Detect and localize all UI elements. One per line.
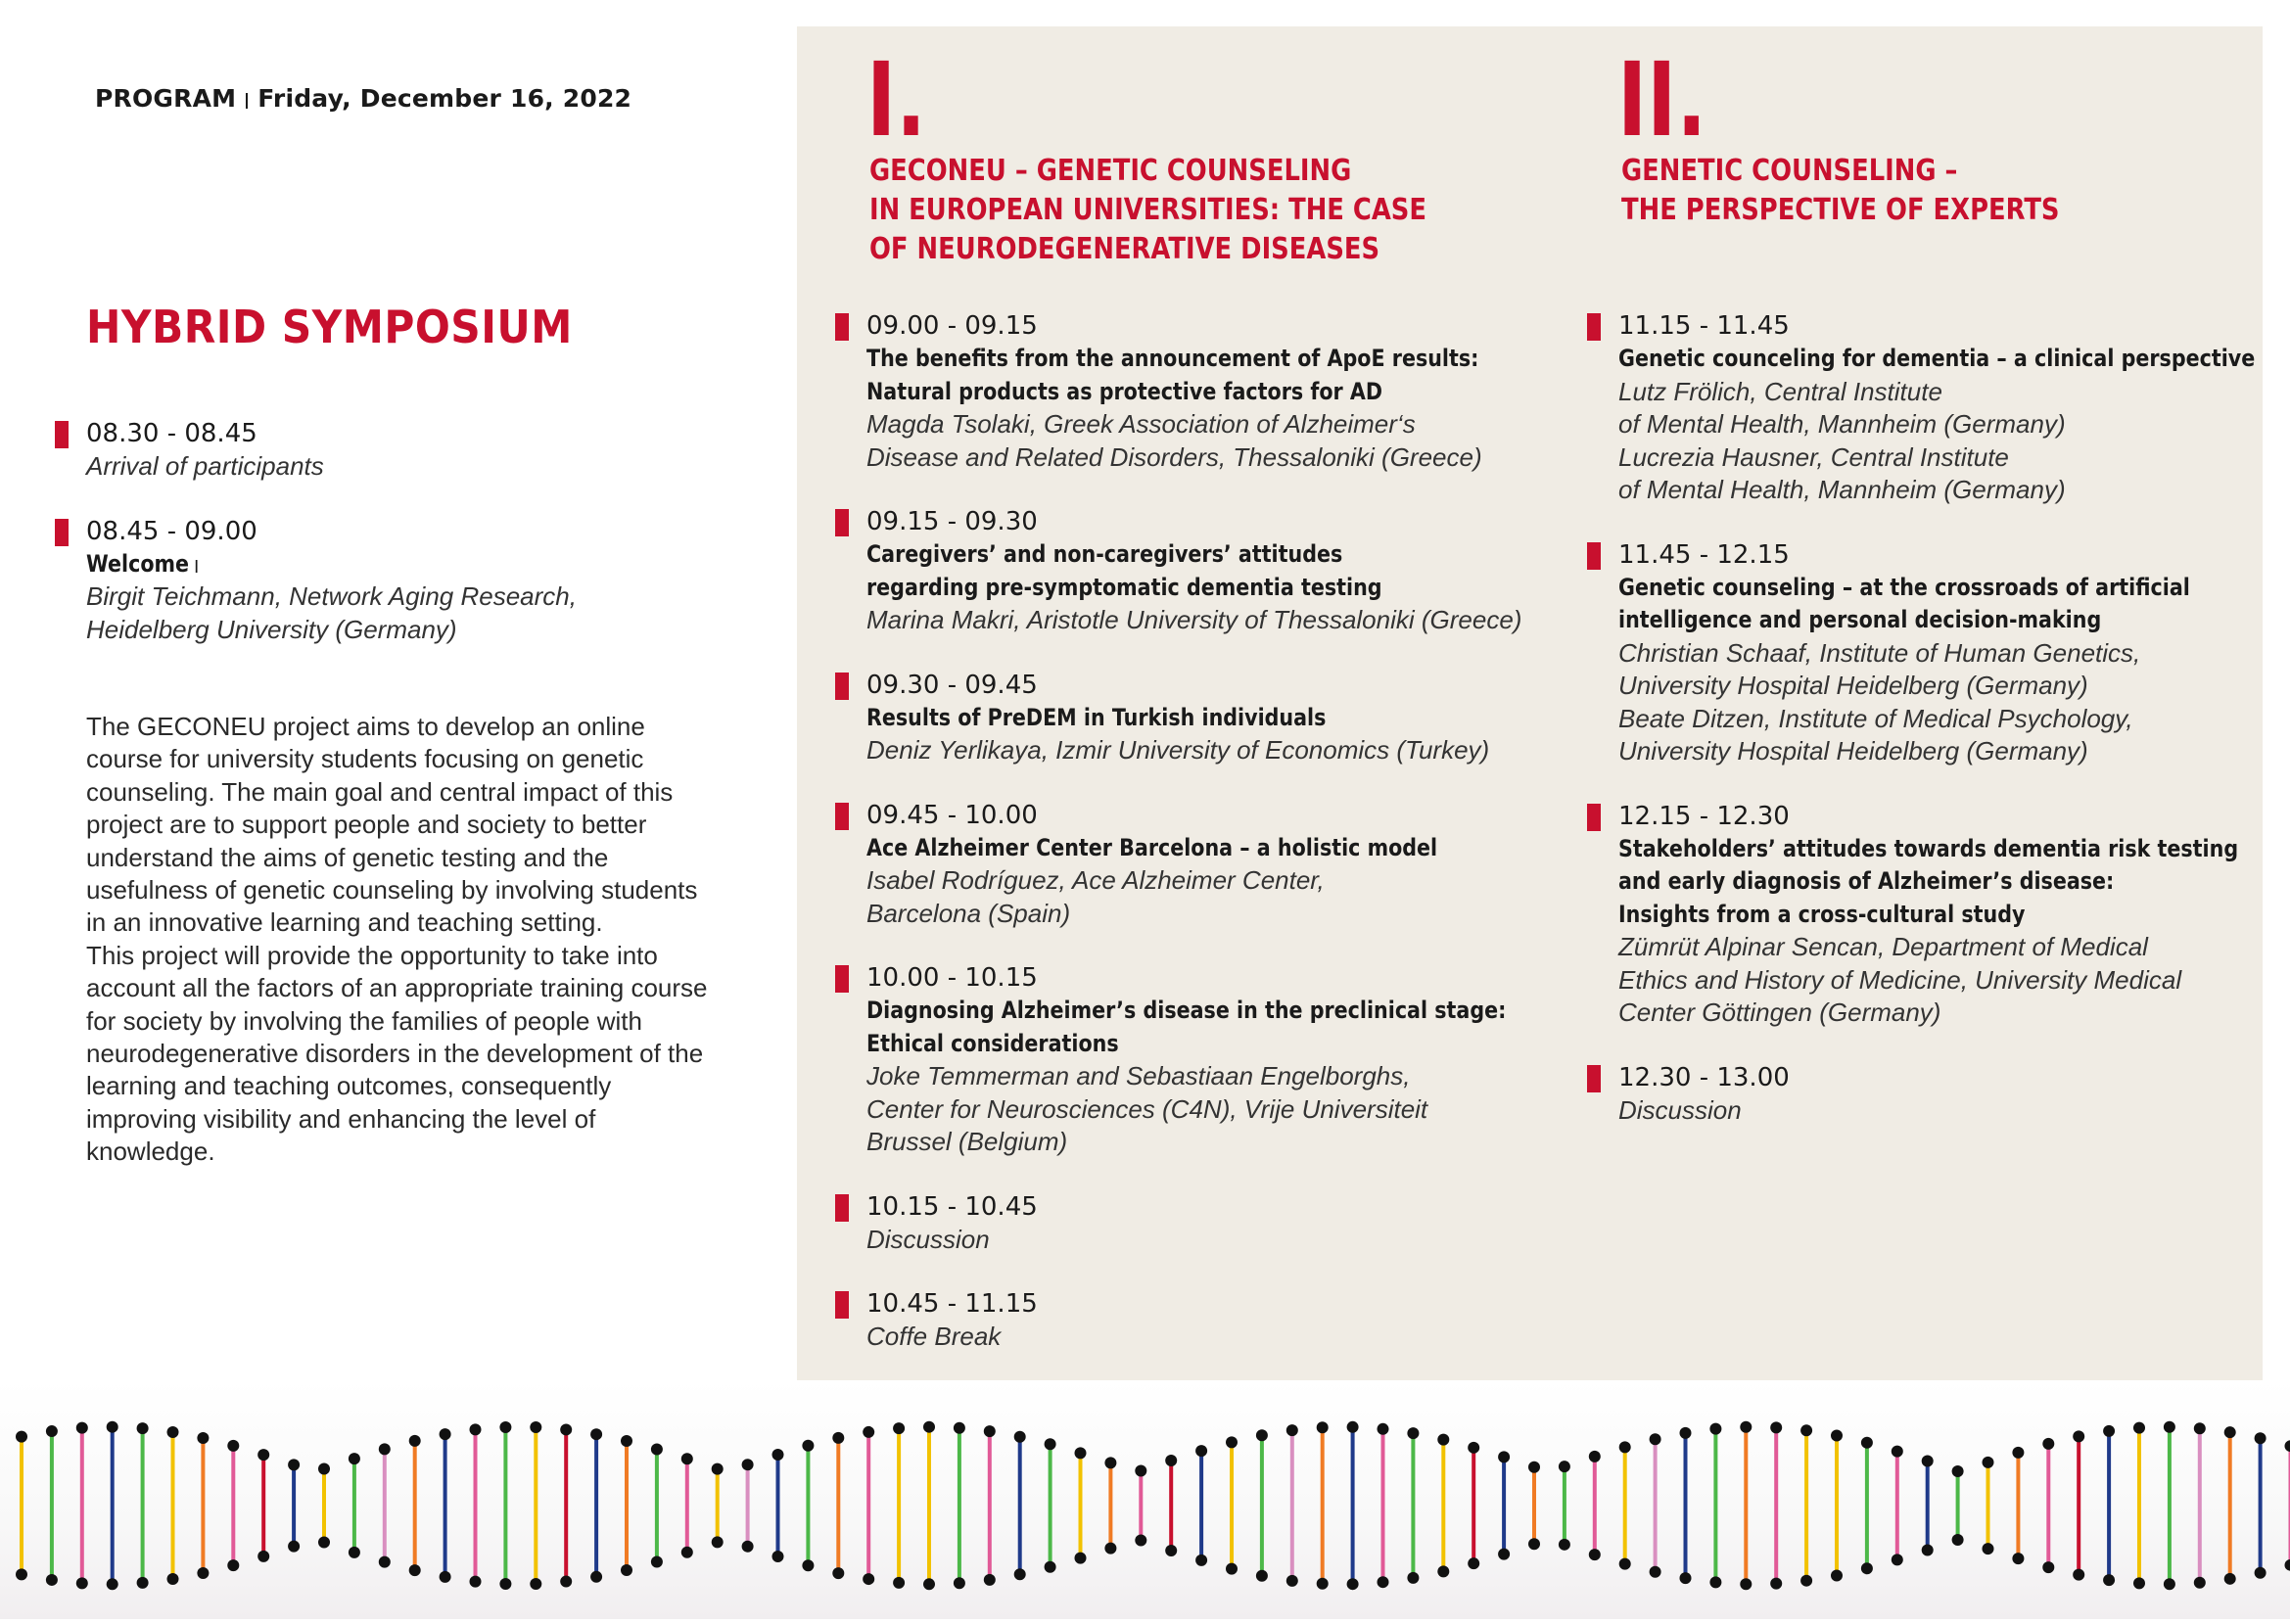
time-marker [1587, 1065, 1601, 1092]
dna-node [197, 1567, 209, 1579]
dna-node [1195, 1445, 1207, 1457]
dna-node [1498, 1451, 1510, 1462]
section-title-line: GENETIC COUNSELING – [1621, 152, 2059, 191]
dna-node [530, 1421, 541, 1433]
schedule-entry [55, 516, 721, 647]
schedule-entry [1587, 1062, 2272, 1128]
dna-node [1437, 1434, 1449, 1446]
program-date: Friday, December 16, 2022 [257, 84, 631, 113]
dna-helix-graphic [0, 1380, 2290, 1619]
dna-node [1680, 1427, 1692, 1439]
entry-time: 09.15 - 09.30 [866, 506, 1520, 538]
dna-node [257, 1551, 269, 1562]
description-paragraph: This project will provide the opportunity to take into account all the factors of an appropriate training course for society by involving the families of people with neurodegenerative disorders in the development of the learning and teaching outcomes, consequently improving visibility and enhancing the level of knowledge. [86, 940, 723, 1169]
dna-node [681, 1453, 693, 1464]
dna-node [16, 1431, 27, 1443]
dna-node [1559, 1461, 1570, 1472]
schedule-entry [1587, 801, 2272, 1030]
entry-time: 11.45 - 12.15 [1618, 539, 2272, 572]
entry-title: Ethical considerations [866, 1028, 1428, 1061]
dna-node [772, 1449, 784, 1461]
dna-node [227, 1559, 239, 1571]
dna-node [440, 1571, 451, 1583]
dna-node [499, 1578, 511, 1590]
dna-node [1770, 1421, 1782, 1433]
time-marker [1587, 804, 1601, 831]
entry-speaker: University Hospital Heidelberg (Germany) [1618, 735, 2272, 768]
dna-node [1800, 1424, 1812, 1436]
dna-node [1861, 1562, 1873, 1574]
dna-node [46, 1574, 58, 1586]
dna-node [76, 1422, 88, 1434]
section-title-line: GECONEU – GENETIC COUNSELING [869, 152, 1426, 191]
dna-node [1045, 1561, 1056, 1573]
dna-node [1226, 1563, 1238, 1575]
dna-node [409, 1564, 421, 1576]
dna-node [590, 1571, 602, 1583]
time-marker [835, 965, 849, 993]
dna-node [1770, 1578, 1782, 1590]
section-2-schedule [1587, 310, 2272, 1159]
entry-title: Caregivers’ and non-caregivers’ attitudes [866, 538, 1428, 572]
entry-speaker: Beate Ditzen, Institute of Medical Psychology, [1618, 703, 2272, 736]
dna-node [137, 1577, 149, 1589]
time-marker [1587, 542, 1601, 570]
entry-time: 12.30 - 13.00 [1618, 1062, 2272, 1094]
schedule-entry [55, 418, 721, 484]
schedule-entry [835, 670, 1520, 767]
dna-node [1740, 1578, 1752, 1590]
dna-node [227, 1440, 239, 1452]
entry-speaker: Ethics and History of Medicine, University Medical [1618, 964, 2272, 998]
time-marker [835, 803, 849, 830]
dna-node [2103, 1574, 2115, 1586]
dna-node [1952, 1465, 1964, 1477]
entry-speaker: Disease and Related Disorders, Thessaloniki (Greece) [866, 441, 1520, 475]
entry-title: Genetic counceling for dementia – a clinical perspective [1618, 343, 2180, 376]
entry-speaker: Discussion [1618, 1094, 2272, 1128]
dna-node [802, 1559, 814, 1571]
dna-node [2164, 1421, 2175, 1433]
entry-speaker: Zümrüt Alpinar Sencan, Department of Medical [1618, 931, 2272, 964]
section-title-line: THE PERSPECTIVE OF EXPERTS [1621, 191, 2059, 230]
dna-node [2224, 1573, 2236, 1585]
dna-node [2194, 1422, 2206, 1434]
dna-node [2042, 1438, 2054, 1450]
entry-time: 08.45 - 09.00 [86, 516, 721, 548]
dna-node [1378, 1423, 1389, 1435]
dna-node [2073, 1569, 2084, 1581]
dna-node [16, 1568, 27, 1580]
dna-node [107, 1421, 118, 1433]
time-marker [835, 1291, 849, 1319]
schedule-entry [835, 800, 1520, 931]
entry-speaker: Lutz Frölich, Central Institute [1618, 376, 2272, 409]
dna-node [1589, 1549, 1601, 1560]
dna-node [802, 1440, 814, 1452]
dna-node [651, 1443, 663, 1455]
dna-node [1709, 1576, 1721, 1588]
schedule-entry [835, 962, 1520, 1159]
entry-speaker: Deniz Yerlikaya, Izmir University of Economics (Turkey) [866, 734, 1520, 767]
entry-title: Natural products as protective factors for AD [866, 376, 1428, 409]
schedule-entry [835, 310, 1520, 474]
section-1-title [869, 152, 1426, 269]
time-marker [835, 1194, 849, 1222]
entry-time: 11.15 - 11.45 [1618, 310, 2272, 343]
dna-node [1317, 1421, 1329, 1433]
dna-node [1952, 1534, 1964, 1546]
entry-time: 10.00 - 10.15 [866, 962, 1520, 995]
entry-time: 08.30 - 08.45 [86, 418, 721, 450]
dna-node [440, 1428, 451, 1440]
dna-node [2042, 1561, 2054, 1573]
dna-node [1619, 1558, 1631, 1570]
dna-node [1317, 1578, 1329, 1590]
dna-node [1104, 1543, 1116, 1554]
time-marker [55, 421, 69, 448]
section-1-schedule [835, 310, 1520, 1386]
schedule-entry [835, 506, 1520, 637]
entry-speaker: of Mental Health, Mannheim (Germany) [1618, 474, 2272, 507]
entry-speaker: Isabel Rodríguez, Ace Alzheimer Center, [866, 864, 1520, 898]
dna-node [1528, 1462, 1540, 1473]
dna-node [954, 1577, 965, 1589]
dna-node [1135, 1534, 1146, 1546]
dna-node [530, 1578, 541, 1590]
time-marker [1587, 313, 1601, 341]
entry-speaker: Christian Schaaf, Institute of Human Genetics, [1618, 637, 2272, 671]
left-schedule [55, 418, 721, 678]
dna-node [1045, 1438, 1056, 1450]
dna-node [2224, 1426, 2236, 1438]
dna-node [288, 1459, 300, 1470]
dna-node [76, 1577, 88, 1589]
dna-node [712, 1463, 724, 1475]
dna-node [984, 1425, 996, 1437]
dna-node [1014, 1431, 1026, 1443]
entry-title: Insights from a cross-cultural study [1618, 899, 2180, 932]
entry-title: Genetic counseling – at the crossroads of artificial [1618, 572, 2180, 605]
dna-node [1165, 1545, 1177, 1556]
entry-title: Stakeholders’ attitudes towards dementia risk testing [1618, 833, 2180, 866]
schedule-entry [835, 1191, 1520, 1257]
dna-node [1256, 1429, 1268, 1441]
dna-node [1983, 1543, 1994, 1554]
dna-node [409, 1435, 421, 1447]
dna-node [107, 1578, 118, 1590]
dna-node [1437, 1565, 1449, 1577]
entry-speaker: Center for Neurosciences (C4N), Vrije Universiteit [866, 1093, 1520, 1127]
dna-node [1922, 1544, 1934, 1555]
dna-node [560, 1576, 572, 1588]
dna-node [1740, 1421, 1752, 1433]
project-description [86, 711, 723, 1169]
dna-node [1075, 1447, 1087, 1459]
dna-node [893, 1422, 905, 1434]
entry-time: 09.45 - 10.00 [866, 800, 1520, 832]
entry-title: intelligence and personal decision-making [1618, 604, 2180, 637]
entry-speaker: Center Göttingen (Germany) [1618, 997, 2272, 1030]
dna-node [742, 1459, 754, 1470]
dna-node [893, 1577, 905, 1589]
dna-node [2255, 1567, 2267, 1579]
dna-node [1619, 1441, 1631, 1453]
dna-node [2133, 1577, 2145, 1589]
dna-decoration [0, 1380, 2290, 1619]
time-marker [835, 509, 849, 536]
entry-title: Diagnosing Alzheimer’s disease in the preclinical stage: [866, 995, 1428, 1028]
dna-node [318, 1536, 330, 1548]
entry-title-text: Welcome [86, 550, 189, 578]
description-paragraph: The GECONEU project aims to develop an online course for university students focusing on genetic counseling. The main goal and central impact of this project are to support people and society to better understand the aims of genetic testing and the usefulness of genetic counseling by involving students in an innovative learning and teaching setting. [86, 711, 723, 940]
dna-node [1407, 1572, 1419, 1584]
entry-speaker: Marina Makri, Aristotle University of Thessaloniki (Greece) [866, 604, 1520, 637]
dna-node [1892, 1446, 1903, 1458]
dna-node [137, 1422, 149, 1434]
dna-node [1286, 1575, 1298, 1587]
dna-node [2073, 1430, 2084, 1442]
dna-node [1528, 1538, 1540, 1550]
dna-node [349, 1547, 360, 1558]
dna-node [1650, 1566, 1661, 1578]
dna-node [1861, 1437, 1873, 1449]
dna-node [1589, 1451, 1601, 1462]
dna-node [2103, 1425, 2115, 1437]
section-1-numeral: I. [866, 49, 926, 151]
dna-node [2285, 1440, 2290, 1452]
dna-node [1922, 1456, 1934, 1467]
entry-speaker: Heidelberg University (Germany) [86, 614, 721, 647]
dna-node [1195, 1554, 1207, 1566]
dna-node [681, 1547, 693, 1558]
entry-title: The benefits from the announcement of ApoE results: [866, 343, 1428, 376]
entry-title: and early diagnosis of Alzheimer’s disease: [1618, 865, 2180, 899]
time-marker [835, 313, 849, 341]
dna-node [1468, 1557, 1479, 1569]
dna-node [379, 1556, 391, 1568]
dna-node [923, 1578, 935, 1590]
dna-node [470, 1576, 482, 1588]
dna-node [1559, 1539, 1570, 1551]
section-2-title [1621, 152, 2059, 230]
dna-node [2194, 1577, 2206, 1589]
dna-node [2133, 1422, 2145, 1434]
entry-time: 09.30 - 09.45 [866, 670, 1520, 702]
dna-node [1800, 1575, 1812, 1587]
dna-node [1135, 1465, 1146, 1477]
section-2-numeral: II. [1617, 49, 1706, 151]
schedule-entry [1587, 310, 2272, 507]
dna-node [1286, 1424, 1298, 1436]
entry-title [86, 548, 631, 581]
dna-node [772, 1551, 784, 1562]
dna-node [1407, 1427, 1419, 1439]
dna-node [863, 1426, 874, 1438]
dna-node [1498, 1549, 1510, 1560]
dna-node [2012, 1447, 2024, 1459]
dna-node [349, 1453, 360, 1464]
entry-speaker: Arrival of participants [86, 450, 721, 484]
entry-speaker: Birgit Teichmann, Network Aging Research, [86, 580, 721, 614]
dna-node [1892, 1554, 1903, 1565]
dna-node [1983, 1457, 1994, 1468]
entry-speaker: University Hospital Heidelberg (Germany) [1618, 670, 2272, 703]
dna-node [167, 1426, 179, 1438]
dna-node [923, 1421, 935, 1433]
dna-node [1650, 1433, 1661, 1445]
dna-node [621, 1435, 632, 1447]
title-separator [196, 560, 198, 573]
dna-node [470, 1423, 482, 1435]
dna-node [288, 1541, 300, 1553]
dna-node [1226, 1436, 1238, 1448]
dna-node [832, 1432, 844, 1444]
entry-speaker: Magda Tsolaki, Greek Association of Alzheimer‘s [866, 408, 1520, 441]
dna-node [167, 1573, 179, 1585]
dna-node [651, 1556, 663, 1568]
dna-node [1831, 1430, 1843, 1442]
entry-speaker: of Mental Health, Mannheim (Germany) [1618, 408, 2272, 441]
dna-node [1680, 1572, 1692, 1584]
dna-node [2285, 1559, 2290, 1571]
dna-node [954, 1422, 965, 1434]
entry-title: regarding pre-symptomatic dementia testing [866, 572, 1428, 605]
section-title-line: IN EUROPEAN UNIVERSITIES: THE CASE [869, 191, 1426, 230]
entry-speaker: Joke Temmerman and Sebastiaan Engelborghs, [866, 1060, 1520, 1093]
section-title-line: OF NEURODEGENERATIVE DISEASES [869, 230, 1426, 269]
dna-node [1468, 1442, 1479, 1454]
dna-node [1709, 1423, 1721, 1435]
program-label: PROGRAM [95, 84, 236, 113]
dna-node [1104, 1457, 1116, 1468]
dna-node [832, 1567, 844, 1579]
dna-node [984, 1574, 996, 1586]
dna-node [1075, 1553, 1087, 1564]
entry-speaker: Discussion [866, 1224, 1520, 1257]
entry-time: 10.45 - 11.15 [866, 1288, 1520, 1321]
header-separator [246, 93, 248, 109]
dna-node [379, 1443, 391, 1455]
entry-speaker: Coffe Break [866, 1321, 1520, 1354]
dna-node [46, 1425, 58, 1437]
dna-node [1165, 1455, 1177, 1466]
time-marker [55, 519, 69, 546]
entry-time: 10.15 - 10.45 [866, 1191, 1520, 1224]
dna-node [2255, 1432, 2267, 1444]
dna-node [197, 1432, 209, 1444]
dna-node [1378, 1576, 1389, 1588]
dna-node [1014, 1568, 1026, 1580]
entry-speaker: Lucrezia Hausner, Central Institute [1618, 441, 2272, 475]
dna-node [2164, 1578, 2175, 1590]
dna-node [2012, 1553, 2024, 1564]
schedule-entry [835, 1288, 1520, 1354]
time-marker [835, 673, 849, 700]
entry-time: 09.00 - 09.15 [866, 310, 1520, 343]
dna-node [712, 1536, 724, 1548]
entry-time: 12.15 - 12.30 [1618, 801, 2272, 833]
dna-node [1347, 1578, 1359, 1590]
dna-node [863, 1573, 874, 1585]
program-header [95, 84, 631, 113]
dna-node [742, 1541, 754, 1553]
dna-node [1831, 1569, 1843, 1581]
entry-speaker: Barcelona (Spain) [866, 898, 1520, 931]
schedule-entry [1587, 539, 2272, 768]
dna-node [560, 1423, 572, 1435]
dna-node [257, 1449, 269, 1461]
dna-node [499, 1421, 511, 1433]
entry-title: Ace Alzheimer Center Barcelona – a holistic model [866, 832, 1428, 865]
dna-node [590, 1428, 602, 1440]
dna-node [1256, 1570, 1268, 1582]
dna-node [621, 1564, 632, 1576]
hybrid-symposium-title: HYBRID SYMPOSIUM [86, 301, 573, 353]
entry-title: Results of PreDEM in Turkish individuals [866, 702, 1428, 735]
dna-node [318, 1463, 330, 1475]
entry-speaker: Brussel (Belgium) [866, 1126, 1520, 1159]
dna-node [1347, 1421, 1359, 1433]
